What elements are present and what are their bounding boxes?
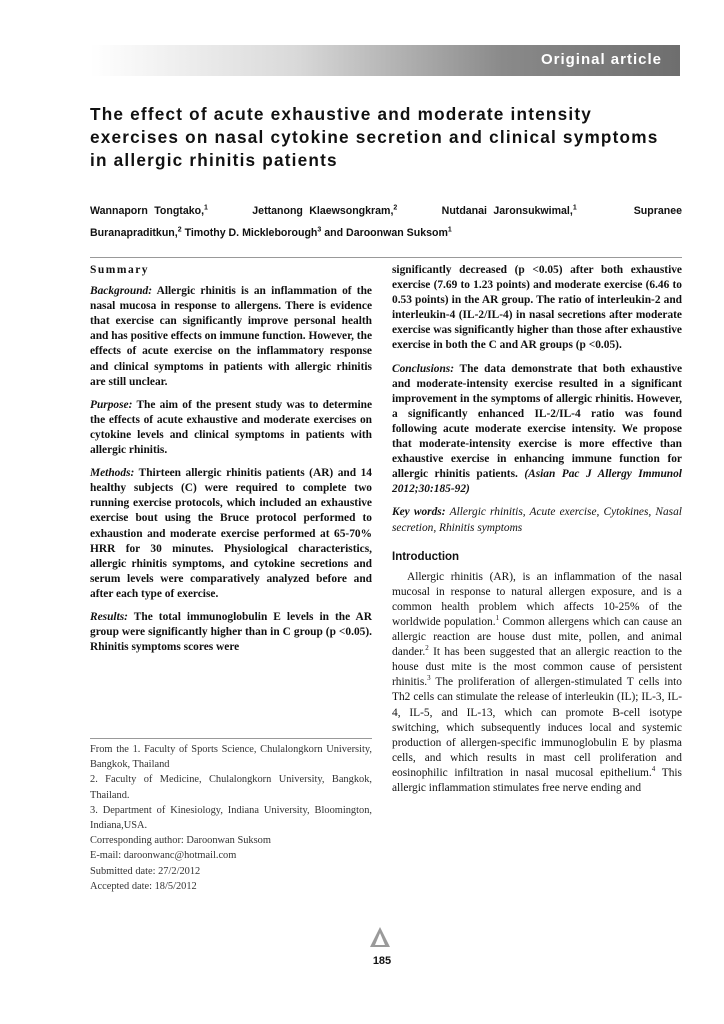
submitted-date: Submitted date: 27/2/2012 bbox=[90, 865, 201, 877]
abstract-results-continued: significantly decreased (p <0.05) after both exhaustive exercise (7.69 to 1.23 points) and moderate exercise (6.46 to 0.53 points) in the AR group. The ratio of interleukin-2 and interleukin-4 (IL-2/IL-4) in nasal secretions after moderate exercise was significantly higher than those after exhaustive exercise in both the C and AR groups (p <0.05). bbox=[392, 264, 682, 352]
author-affiliation: 3 bbox=[317, 226, 322, 234]
affiliation-3: 3. Department of Kinesiology, Indiana University, Bloomington, Indiana,USA. bbox=[90, 804, 372, 832]
author-name: Wannaporn Tongtako, bbox=[90, 205, 205, 217]
results-label: Results: bbox=[90, 610, 128, 623]
abstract-methods bbox=[90, 466, 372, 602]
author-affiliation: 1 bbox=[572, 204, 577, 212]
citation-ref: 3 bbox=[427, 674, 431, 683]
intro-sentence: It has been suggested that an allergic reaction to the house dust mite is the most common cause of persistent rhinitis. bbox=[392, 646, 682, 689]
abstract-results bbox=[90, 610, 372, 655]
keywords-text: Allergic rhinitis, Acute exercise, Cytokines, Nasal secretion, Rhinitis symptoms bbox=[392, 506, 682, 534]
author-email: E-mail: daroonwanc@hotmail.com bbox=[90, 850, 237, 862]
conclusions-text: The data demonstrate that both exhaustive and moderate-intensity exercise resulted in a significant improvement in the symptoms of allergic rhinitis. However, a significantly enhanced IL-2/IL-4 ratio was found following acute moderate exercise intensity. We propose that moderate-intensity exercise is more effective than exhaustive exercise in enhancing immune function for allergic rhinitis patients. bbox=[392, 362, 682, 481]
abstract-background bbox=[90, 284, 372, 390]
footnotes bbox=[90, 742, 372, 894]
author-affiliation: 2 bbox=[393, 204, 398, 212]
author-affiliation: 1 bbox=[204, 204, 208, 212]
accepted-date: Accepted date: 18/5/2012 bbox=[90, 880, 197, 892]
journal-logo-icon bbox=[368, 925, 392, 949]
article-title: The effect of acute exhaustive and moderate intensity exercises on nasal cytokine secretion and clinical symptoms in allergic rhinitis patients bbox=[90, 104, 659, 170]
keywords bbox=[392, 505, 682, 535]
intro-sentence: Allergic rhinitis (AR), is an inflammation of the nasal mucosal in response to natural allergen exposure, and is a common health problem which affects 10-25% of the worldwide population. bbox=[392, 570, 682, 628]
introduction-paragraph bbox=[392, 570, 682, 796]
introduction-section bbox=[392, 570, 682, 796]
author-name: Timothy D. Mickleborough bbox=[184, 227, 318, 239]
author-affiliation: 1 bbox=[447, 226, 452, 234]
background-label: Background: bbox=[90, 285, 153, 298]
page-number: 185 bbox=[372, 955, 392, 967]
abstract-purpose bbox=[90, 398, 372, 458]
author-name: Supranee Buranapraditkun, bbox=[90, 205, 682, 239]
intro-sentence: This allergic inflammation stimulates free nerve ending and bbox=[392, 766, 682, 794]
citation-ref: 4 bbox=[651, 765, 656, 774]
intro-sentence: The proliferation of allergen-stimulated T cells into Th2 cells can stimulate the release of interleukin (IL); IL-3, IL-4, IL-5, and IL-13, which can promote B-cell isotype switching, which subsequently induces local and systemic production of allergen-specific immunoglobulin E by plasma cells, and which results in mast cell proliferation and eosinophilic infiltration in nasal mucosal epithelium. bbox=[392, 676, 682, 779]
author-affiliation: 2 bbox=[177, 226, 182, 234]
author-name: Jettanong Klaewsongkram, bbox=[252, 205, 394, 217]
footnote-divider bbox=[90, 738, 372, 739]
abstract-conclusions bbox=[392, 362, 682, 498]
introduction-heading: Introduction bbox=[392, 550, 460, 563]
purpose-label: Purpose: bbox=[90, 398, 133, 411]
article-type-label: Original article bbox=[540, 51, 662, 68]
citation: (Asian Pac J Allergy Immunol 2012;30:185-92) bbox=[392, 468, 682, 496]
purpose-text: The aim of the present study was to determine the effects of acute exhaustive and moderate exercises on cytokine levels and clinical symptoms in patients with allergic rhinitis. bbox=[90, 398, 372, 457]
author-name: and Daroonwan Suksom bbox=[324, 227, 448, 239]
header-divider bbox=[90, 257, 682, 258]
methods-label: Methods: bbox=[90, 467, 135, 480]
intro-sentence: Common allergens which can cause an allergic reaction are house dust mite, pollen, and animal dander. bbox=[392, 615, 682, 659]
keywords-label: Key words: bbox=[392, 506, 446, 519]
conclusions-label: Conclusions: bbox=[392, 362, 455, 375]
corresponding-author: Corresponding author: Daroonwan Suksom bbox=[90, 835, 271, 847]
methods-text: Thirteen allergic rhinitis patients (AR) and 14 healthy subjects (C) were required to complete two running exercise protocols, which included an exhaustive exercise bout using the Bruce protocol performed to exhaustion and moderate exercise performed at 65-70% HRR for 30 minutes. Physiological characteristics, allergic rhinitis symptoms, and cytokine secretions and serum levels were comparatively analyzed before and after each type of exercise. bbox=[90, 467, 372, 600]
affiliation-1: From the 1. Faculty of Sports Science, Chulalongkorn University, Bangkok, Thailand bbox=[90, 744, 372, 771]
right-column bbox=[392, 263, 682, 804]
summary-heading: Summary bbox=[90, 264, 150, 276]
citation-ref: 1 bbox=[495, 614, 500, 623]
left-column bbox=[90, 263, 372, 663]
citation-ref: 2 bbox=[425, 644, 429, 653]
article-type-banner bbox=[90, 45, 680, 76]
author-name: Nutdanai Jaronsukwimal, bbox=[441, 205, 573, 217]
author-list bbox=[90, 200, 682, 244]
affiliation-2: 2. Faculty of Medicine, Chulalongkorn University, Bangkok, Thailand. bbox=[90, 774, 372, 801]
background-text: Allergic rhinitis is an inflammation of the nasal mucosa in response to allergens. There is evidence that exercise can significantly improve personal health and has positive effects on immune function. However, the effects of acute exercise on the inflammatory response and clinical symptoms in patients with allergic rhinitis are still unclear. bbox=[90, 285, 372, 388]
results-text: The total immunoglobulin E levels in the AR group were significantly higher than in C group (p <0.05). Rhinitis symptoms scores were bbox=[90, 610, 372, 654]
